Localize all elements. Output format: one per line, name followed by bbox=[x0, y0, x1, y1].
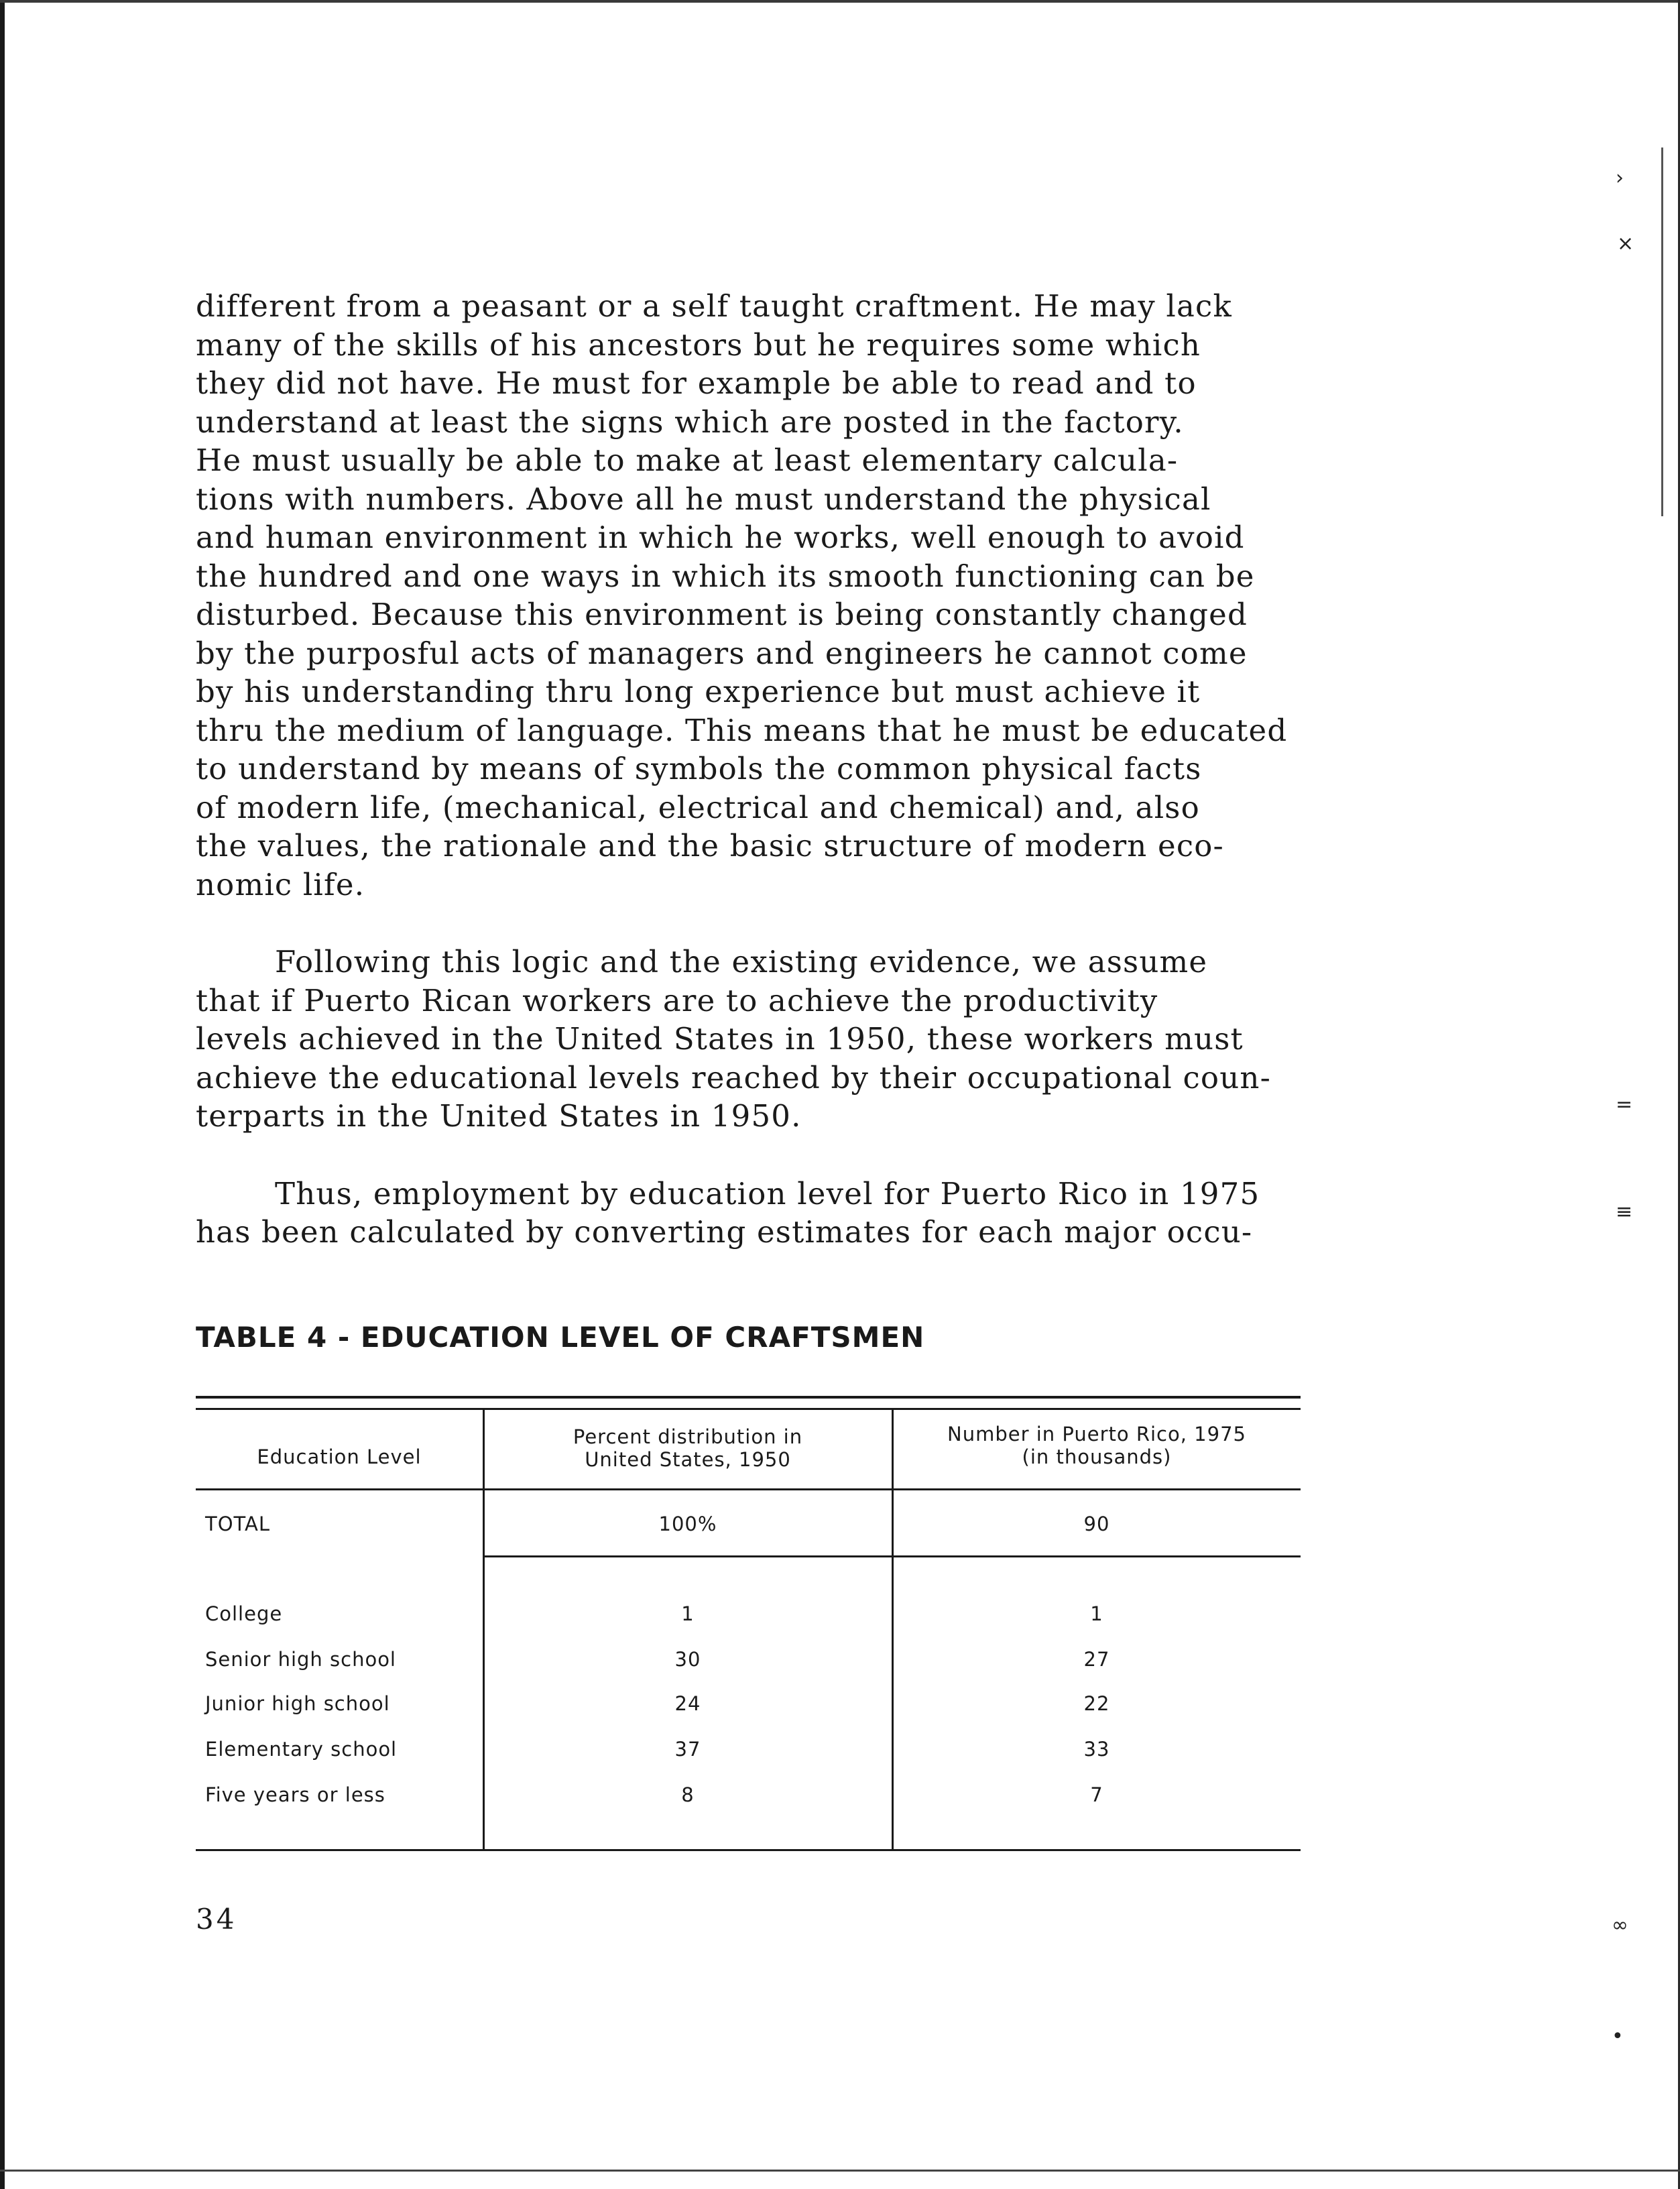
row-label: Elementary school bbox=[205, 1738, 398, 1761]
paragraph-3 bbox=[196, 1175, 1376, 1252]
text-line: many of the skills of his ancestors but he requires some which bbox=[196, 327, 1201, 363]
row-percent: 1 bbox=[681, 1602, 695, 1625]
page-border-top bbox=[0, 0, 1680, 3]
text-line: and human environment in which he works, well enough to avoid bbox=[196, 520, 1245, 555]
header-percent-line2: United States, 1950 bbox=[585, 1448, 791, 1471]
scan-mark: = bbox=[1616, 1093, 1633, 1116]
text-line: Following this logic and the existing evidence, we assume bbox=[275, 944, 1208, 980]
table-bottom-rule bbox=[196, 1849, 1301, 1851]
scan-mark: • bbox=[1612, 2025, 1624, 2048]
row-label: Senior high school bbox=[205, 1648, 396, 1671]
education-table bbox=[196, 1396, 1301, 1852]
row-number: 22 bbox=[1083, 1692, 1110, 1715]
text-line: that if Puerto Rican workers are to achieve the productivity bbox=[196, 982, 1158, 1018]
table-top-rule bbox=[196, 1396, 1301, 1399]
scan-mark: ∞ bbox=[1612, 1913, 1628, 1937]
text-line: has been calculated by converting estimates for each major occu- bbox=[196, 1214, 1253, 1250]
text-line: by his understanding thru long experience but must achieve it bbox=[196, 674, 1201, 709]
text-line: by the purposful acts of managers and engineers he cannot come bbox=[196, 635, 1248, 671]
total-percent: 100% bbox=[658, 1513, 717, 1535]
text-line: nomic life. bbox=[196, 866, 365, 902]
total-label: TOTAL bbox=[205, 1513, 270, 1535]
row-percent: 37 bbox=[674, 1738, 701, 1761]
page-fold-line bbox=[1661, 147, 1663, 516]
text-line: of modern life, (mechanical, electrical and chemical) and, also bbox=[196, 789, 1200, 825]
text-line: thru the medium of language. This means that he must be educated bbox=[196, 712, 1288, 748]
table-title: TABLE 4 - EDUCATION LEVEL OF CRAFTSMEN bbox=[196, 1321, 925, 1354]
row-number: 33 bbox=[1083, 1738, 1110, 1761]
page-bottom-edge bbox=[0, 2170, 1680, 2172]
header-percent-distribution bbox=[484, 1425, 892, 1471]
row-percent: 8 bbox=[681, 1783, 695, 1806]
text-line: terparts in the United States in 1950. bbox=[196, 1098, 802, 1134]
text-line: Thus, employment by education level for Puerto Rico in 1975 bbox=[275, 1175, 1260, 1211]
row-number: 27 bbox=[1083, 1648, 1110, 1671]
text-line: achieve the educational levels reached by their occupational coun- bbox=[196, 1059, 1271, 1096]
table-top-rule-2 bbox=[196, 1408, 1301, 1410]
text-line: the hundred and one ways in which its smooth functioning can be bbox=[196, 558, 1255, 594]
scan-mark: ≡ bbox=[1616, 1200, 1633, 1224]
header-percent-line1: Percent distribution in bbox=[573, 1425, 803, 1448]
row-label: College bbox=[205, 1602, 283, 1625]
scan-mark: × bbox=[1617, 232, 1634, 255]
header-rule bbox=[196, 1488, 1301, 1490]
row-percent: 24 bbox=[674, 1692, 701, 1715]
text-line: understand at least the signs which are posted in the factory. bbox=[196, 404, 1184, 440]
row-number: 7 bbox=[1090, 1783, 1103, 1806]
scan-mark: › bbox=[1616, 166, 1624, 190]
text-line: tions with numbers. Above all he must understand the physical bbox=[196, 481, 1211, 517]
page-number: 34 bbox=[196, 1903, 237, 1936]
header-number-line2: (in thousands) bbox=[1022, 1445, 1172, 1468]
paragraph-2 bbox=[196, 943, 1376, 1136]
header-number-puerto-rico bbox=[893, 1423, 1301, 1468]
row-label: Five years or less bbox=[205, 1783, 385, 1806]
text-line: the values, the rationale and the basic structure of modern eco- bbox=[196, 828, 1224, 864]
text-line: disturbed. Because this environment is being constantly changed bbox=[196, 597, 1248, 632]
row-number: 1 bbox=[1090, 1602, 1103, 1625]
row-percent: 30 bbox=[674, 1648, 701, 1671]
header-number-line1: Number in Puerto Rico, 1975 bbox=[947, 1423, 1246, 1445]
row-label: Junior high school bbox=[205, 1692, 390, 1715]
body-text bbox=[196, 287, 1376, 1252]
text-line: to understand by means of symbols the common physical facts bbox=[196, 751, 1202, 786]
text-line: they did not have. He must for example be able to read and to bbox=[196, 365, 1197, 401]
paragraph-1 bbox=[196, 287, 1376, 904]
total-number: 90 bbox=[1083, 1513, 1110, 1535]
text-line: levels achieved in the United States in 1950, these workers must bbox=[196, 1021, 1244, 1057]
text-line: different from a peasant or a self taught craftment. He may lack bbox=[196, 288, 1232, 324]
header-education-level: Education Level bbox=[257, 1445, 422, 1468]
text-line: He must usually be able to make at least elementary calcula- bbox=[196, 442, 1179, 478]
page-border-left bbox=[0, 0, 5, 2189]
